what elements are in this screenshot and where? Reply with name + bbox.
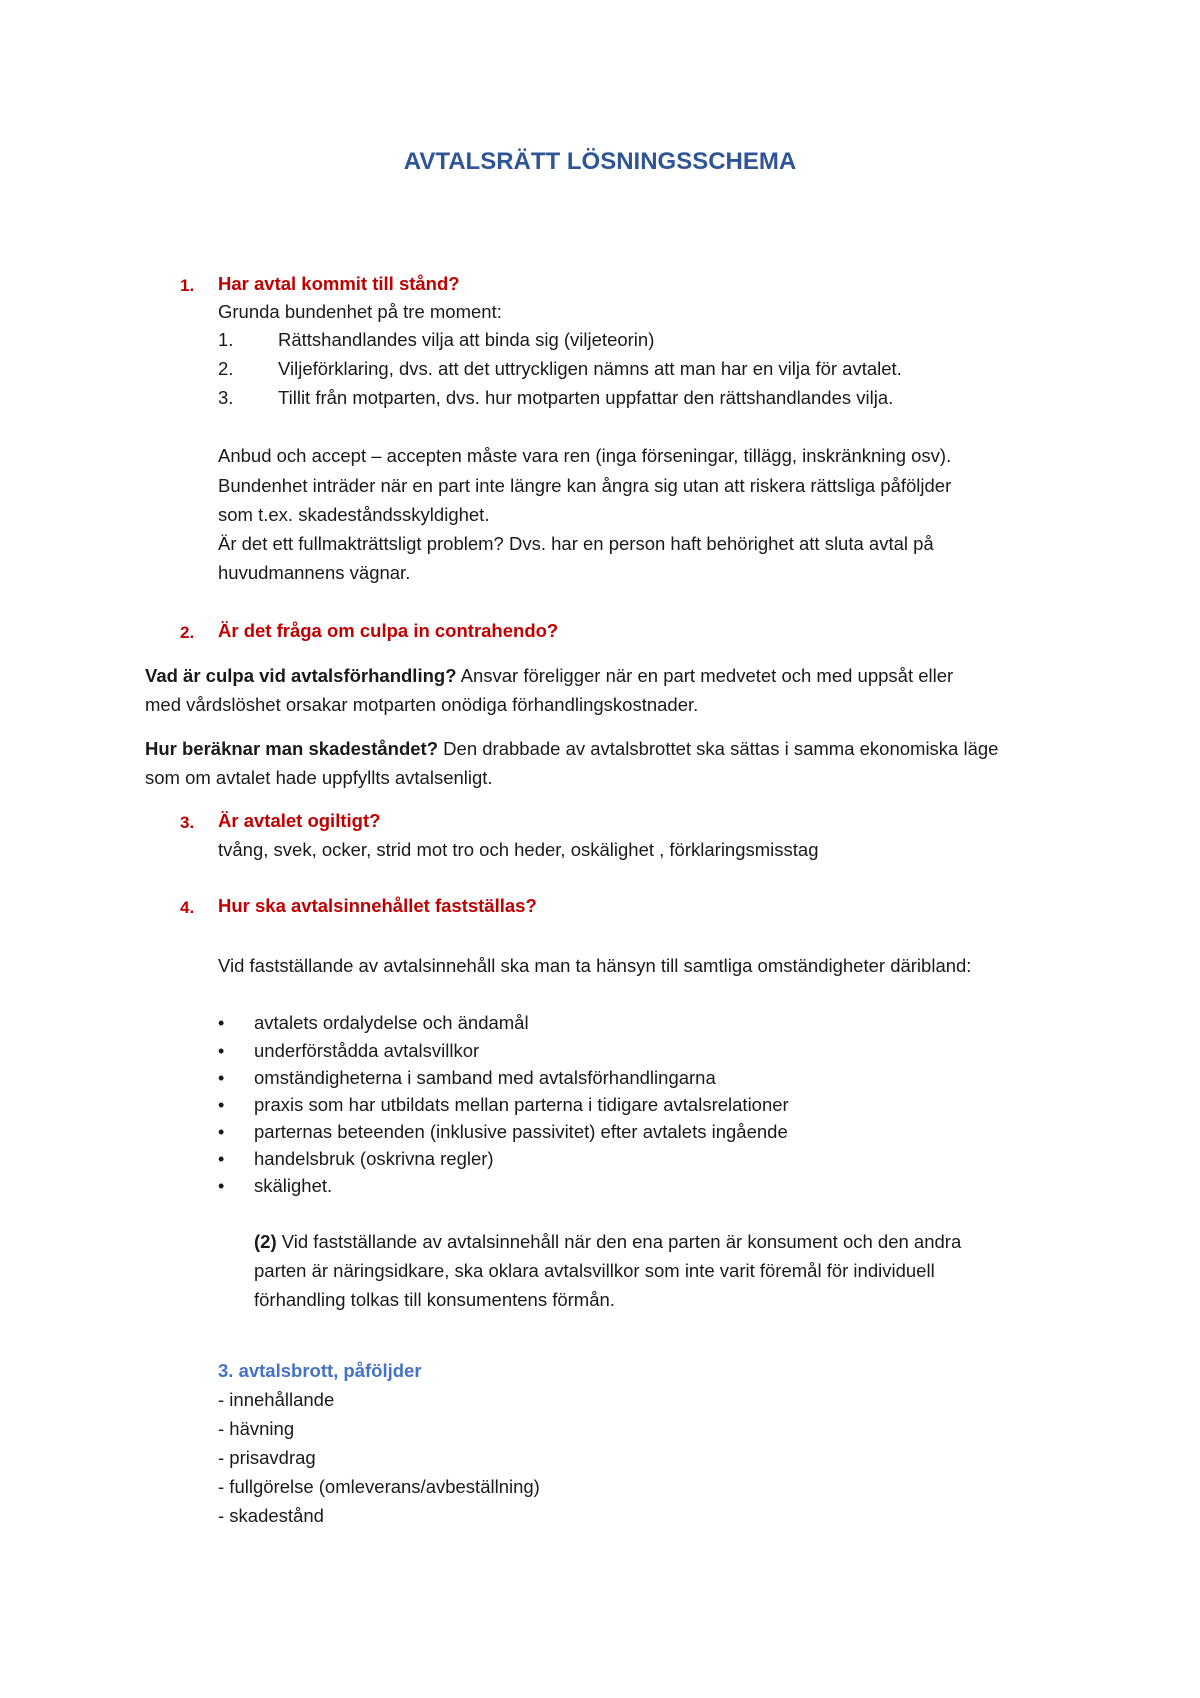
- bullet-icon: •: [218, 1013, 225, 1033]
- q1-moment-text: Viljeförklaring, dvs. att det uttryckligen nämns att man har en vilja för avtalet.: [278, 358, 902, 379]
- q3-text: tvång, svek, ocker, strid mot tro och heder, oskälighet , förklaringsmisstag: [218, 839, 819, 860]
- s3-item: - skadestånd: [218, 1505, 324, 1526]
- q1-paragraph-line: Bundenhet inträder när en part inte längre kan ångra sig utan att riskera rättsliga påföljder: [218, 475, 952, 496]
- q4-note-text: Vid fastställande av avtalsinnehåll när den ena parten är konsument och den andra: [276, 1231, 962, 1252]
- q1-number: 1.: [180, 276, 195, 295]
- q4-bullet-item: praxis som har utbildats mellan parterna i tidigare avtalsrelationer: [254, 1094, 789, 1115]
- q2-p1-bold: Vad är culpa vid avtalsförhandling?: [145, 665, 457, 686]
- q2-paragraph-1: [145, 664, 953, 688]
- q1-moment-num: 1.: [218, 329, 234, 350]
- q4-bullet-item: avtalets ordalydelse och ändamål: [254, 1012, 529, 1033]
- q4-bullet-item: omständigheterna i samband med avtalsförhandlingarna: [254, 1067, 716, 1088]
- q2-heading: Är det fråga om culpa in contrahendo?: [218, 620, 559, 641]
- s3-item: - innehållande: [218, 1389, 335, 1410]
- q2-paragraph-2-line2: som om avtalet hade uppfyllts avtalsenligt.: [145, 767, 493, 788]
- q2-p1-rest: Ansvar föreligger när en part medvetet och med uppsåt eller: [456, 665, 954, 686]
- bullet-icon: •: [218, 1176, 225, 1196]
- q1-moment-text: Tillit från motparten, dvs. hur motparten uppfattar den rättshandlandes vilja.: [278, 387, 894, 408]
- q4-intro: Vid fastställande av avtalsinnehåll ska man ta hänsyn till samtliga omständigheter däribland:: [218, 955, 972, 976]
- s3-item: - hävning: [218, 1418, 295, 1439]
- s3-item: - fullgörelse (omleverans/avbeställning): [218, 1476, 540, 1497]
- q1-paragraph-line: som t.ex. skadeståndsskyldighet.: [218, 504, 490, 525]
- q1-paragraph-line: huvudmannens vägnar.: [218, 562, 411, 583]
- q4-note-bold: (2): [254, 1231, 277, 1252]
- q2-paragraph-1-line2: med vårdslöshet orsakar motparten onödiga förhandlingskostnader.: [145, 694, 699, 715]
- page-title: AVTALSRÄTT LÖSNINGSSCHEMA: [403, 148, 797, 175]
- bullet-icon: •: [218, 1041, 225, 1061]
- s3-heading: 3. avtalsbrott, påföljder: [218, 1360, 422, 1381]
- bullet-icon: •: [218, 1095, 225, 1115]
- bullet-icon: •: [218, 1068, 225, 1088]
- q4-bullet-item: handelsbruk (oskrivna regler): [254, 1148, 494, 1169]
- q4-note-line: parten är näringsidkare, ska oklara avtalsvillkor som inte varit föremål för individuell: [254, 1260, 935, 1281]
- q3-heading: Är avtalet ogiltigt?: [218, 810, 381, 831]
- bullet-icon: •: [218, 1149, 225, 1169]
- q4-bullet-item: underförstådda avtalsvillkor: [254, 1040, 480, 1061]
- q1-intro: Grunda bundenhet på tre moment:: [218, 301, 502, 322]
- q4-heading: Hur ska avtalsinnehållet fastställas?: [218, 895, 537, 916]
- q1-moment-num: 2.: [218, 358, 234, 379]
- q1-moment-num: 3.: [218, 387, 234, 408]
- q2-p2-rest: Den drabbade av avtalsbrottet ska sättas i samma ekonomiska läge: [438, 738, 999, 759]
- q1-paragraph-line: Är det ett fullmakträttsligt problem? Dvs. har en person haft behörighet att sluta avtal på: [218, 533, 934, 554]
- q4-note-line: förhandling tolkas till konsumentens förmån.: [254, 1289, 615, 1310]
- q4-note-line-1: [254, 1230, 961, 1254]
- q4-bullet-item: skälighet.: [254, 1175, 333, 1196]
- s3-item: - prisavdrag: [218, 1447, 316, 1468]
- q3-number: 3.: [180, 813, 195, 832]
- q1-heading: Har avtal kommit till stånd?: [218, 273, 460, 294]
- q4-bullet-item: parternas beteenden (inklusive passivitet) efter avtalets ingående: [254, 1121, 788, 1142]
- q2-number: 2.: [180, 623, 195, 642]
- q1-paragraph-line: Anbud och accept – accepten måste vara ren (inga förseningar, tillägg, inskränkning osv).: [218, 445, 952, 466]
- q2-paragraph-2: [145, 737, 998, 761]
- q2-p2-bold: Hur beräknar man skadeståndet?: [145, 738, 439, 759]
- bullet-icon: •: [218, 1122, 225, 1142]
- q1-moment-text: Rättshandlandes vilja att binda sig (viljeteorin): [278, 329, 655, 350]
- q4-number: 4.: [180, 898, 195, 917]
